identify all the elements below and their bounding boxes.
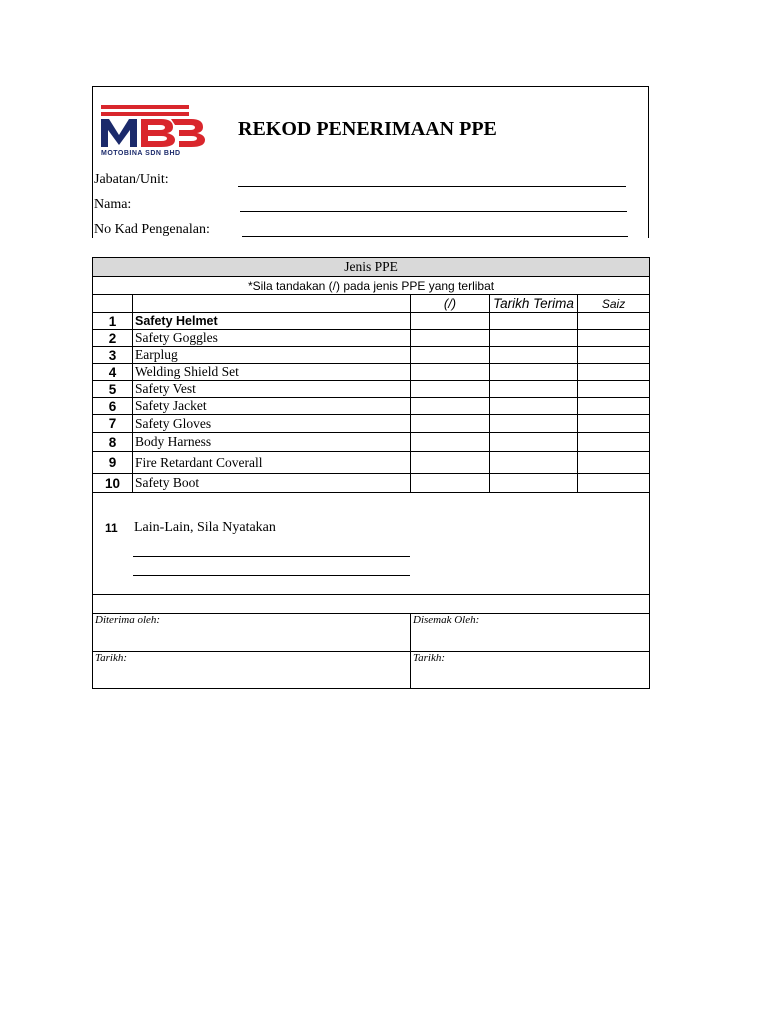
- date-cell[interactable]: [490, 364, 578, 381]
- check-cell[interactable]: [411, 313, 490, 330]
- size-cell[interactable]: [578, 452, 650, 474]
- size-cell[interactable]: [578, 474, 650, 493]
- logo-caption: MOTOBINA SDN BHD: [101, 150, 181, 157]
- row-number: 1: [93, 313, 133, 330]
- ppe-item: Safety Vest: [133, 381, 411, 398]
- date-left-label[interactable]: Tarikh:: [93, 652, 411, 689]
- check-cell[interactable]: [411, 330, 490, 347]
- size-cell[interactable]: [578, 364, 650, 381]
- date-cell[interactable]: [490, 330, 578, 347]
- ic-number-field[interactable]: [242, 236, 628, 237]
- check-cell[interactable]: [411, 398, 490, 415]
- column-header-check: (/): [411, 295, 490, 313]
- table-row: [93, 433, 650, 452]
- row-number: 2: [93, 330, 133, 347]
- table-row: [93, 452, 650, 474]
- name-label: Nama:: [94, 197, 132, 212]
- ic-number-label: No Kad Pengenalan:: [94, 222, 210, 237]
- ppe-item: Fire Retardant Coverall: [133, 452, 411, 474]
- date-cell[interactable]: [490, 452, 578, 474]
- check-cell[interactable]: [411, 381, 490, 398]
- ppe-item: Welding Shield Set: [133, 364, 411, 381]
- table-row: [93, 364, 650, 381]
- check-cell[interactable]: [411, 347, 490, 364]
- received-by-label[interactable]: Diterima oleh:: [93, 614, 411, 652]
- column-header-no: [93, 295, 133, 313]
- other-line-2[interactable]: [133, 575, 410, 576]
- table-row: [93, 381, 650, 398]
- ppe-item: Body Harness: [133, 433, 411, 452]
- other-cell: [93, 493, 650, 595]
- size-cell[interactable]: [578, 381, 650, 398]
- date-cell[interactable]: [490, 433, 578, 452]
- other-label: Lain-Lain, Sila Nyatakan: [134, 520, 276, 535]
- table-row: [93, 474, 650, 493]
- table-row: [93, 415, 650, 433]
- date-cell[interactable]: [490, 381, 578, 398]
- other-row: [93, 493, 650, 595]
- date-cell[interactable]: [490, 398, 578, 415]
- check-cell[interactable]: [411, 415, 490, 433]
- date-cell[interactable]: [490, 313, 578, 330]
- other-line-1[interactable]: [133, 556, 410, 557]
- table-row: [93, 398, 650, 415]
- size-cell[interactable]: [578, 415, 650, 433]
- check-cell[interactable]: [411, 364, 490, 381]
- column-header-size: Saiz: [578, 295, 650, 313]
- ppe-item: Safety Boot: [133, 474, 411, 493]
- table-row: [93, 313, 650, 330]
- check-cell[interactable]: [411, 433, 490, 452]
- row-number: 9: [93, 452, 133, 474]
- date-right-label[interactable]: Tarikh:: [411, 652, 650, 689]
- check-cell[interactable]: [411, 474, 490, 493]
- page-title: REKOD PENERIMAAN PPE: [238, 118, 497, 140]
- row-number: 8: [93, 433, 133, 452]
- row-number: 7: [93, 415, 133, 433]
- size-cell[interactable]: [578, 330, 650, 347]
- ppe-item: Safety Goggles: [133, 330, 411, 347]
- ppe-item: Safety Jacket: [133, 398, 411, 415]
- department-label: Jabatan/Unit:: [94, 172, 169, 187]
- size-cell[interactable]: [578, 347, 650, 364]
- date-cell[interactable]: [490, 415, 578, 433]
- table-row: [93, 330, 650, 347]
- column-header-date: Tarikh Terima: [490, 295, 578, 313]
- column-header-item: [133, 295, 411, 313]
- ppe-item: Safety Gloves: [133, 415, 411, 433]
- ppe-table: [92, 257, 650, 689]
- check-cell[interactable]: [411, 452, 490, 474]
- size-cell[interactable]: [578, 398, 650, 415]
- instruction-text: *Sila tandakan (/) pada jenis PPE yang terlibat: [93, 277, 650, 295]
- size-cell[interactable]: [578, 433, 650, 452]
- department-field[interactable]: [238, 186, 626, 187]
- row-number: 10: [93, 474, 133, 493]
- ppe-item: Safety Helmet: [133, 313, 411, 330]
- name-field[interactable]: [240, 211, 627, 212]
- row-number: 6: [93, 398, 133, 415]
- checked-by-label[interactable]: Disemak Oleh:: [411, 614, 650, 652]
- size-cell[interactable]: [578, 313, 650, 330]
- row-number: 4: [93, 364, 133, 381]
- table-heading: Jenis PPE: [93, 258, 650, 277]
- date-cell[interactable]: [490, 474, 578, 493]
- row-number: 5: [93, 381, 133, 398]
- row-number: 3: [93, 347, 133, 364]
- spacer-row: [93, 595, 650, 614]
- row-number: 11: [105, 521, 118, 535]
- table-row: [93, 347, 650, 364]
- ppe-item: Earplug: [133, 347, 411, 364]
- date-cell[interactable]: [490, 347, 578, 364]
